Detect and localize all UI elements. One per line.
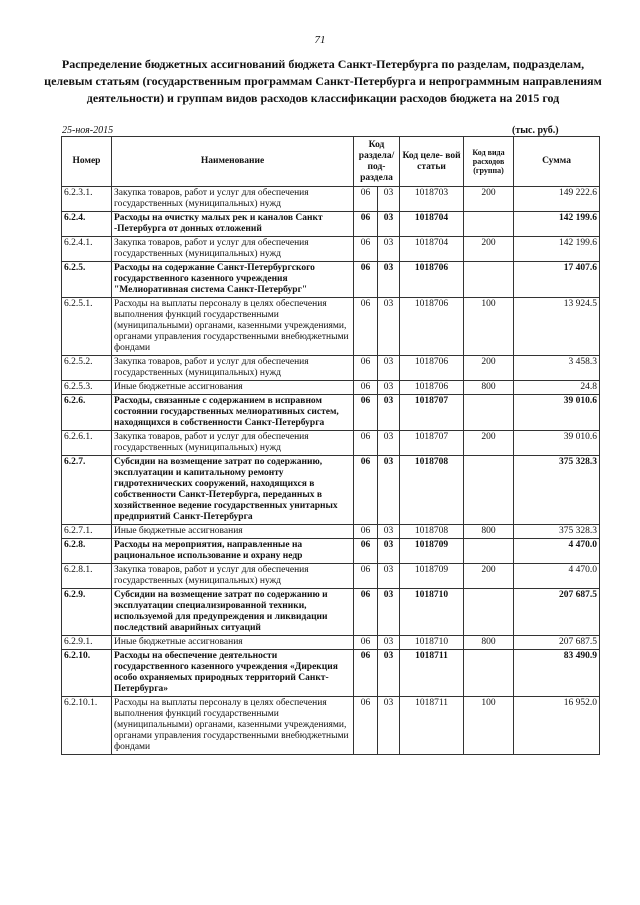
row-target-code: 1018706 — [400, 262, 464, 298]
row-target-code: 1018711 — [400, 650, 464, 697]
row-amount: 13 924.5 — [514, 298, 600, 356]
row-number: 6.2.8. — [62, 539, 112, 564]
row-number: 6.2.5.3. — [62, 381, 112, 395]
row-name: Иные бюджетные ассигнования — [112, 636, 354, 650]
row-target-code: 1018703 — [400, 187, 464, 212]
row-number: 6.2.6. — [62, 395, 112, 431]
row-subsection-code: 03 — [378, 539, 400, 564]
row-section-code: 06 — [354, 381, 378, 395]
table-row — [62, 187, 600, 212]
row-amount: 39 010.6 — [514, 395, 600, 431]
row-section-code: 06 — [354, 650, 378, 697]
row-number: 6.2.9. — [62, 589, 112, 636]
row-section-code: 06 — [354, 298, 378, 356]
row-group-code: 200 — [464, 187, 514, 212]
header-target: Код целе- вой статьи — [400, 137, 464, 187]
table-row — [62, 262, 600, 298]
table-row — [62, 697, 600, 755]
row-section-code: 06 — [354, 356, 378, 381]
row-group-code — [464, 539, 514, 564]
row-number: 6.2.8.1. — [62, 564, 112, 589]
row-amount: 142 199.6 — [514, 212, 600, 237]
row-subsection-code: 03 — [378, 212, 400, 237]
row-number: 6.2.7.1. — [62, 525, 112, 539]
row-number: 6.2.5.1. — [62, 298, 112, 356]
row-name: Субсидии на возмещение затрат по содержанию и эксплуатации специализированной техники, используемой для предупреждения и ликвидации последствий аварийных ситуаций — [112, 589, 354, 636]
table-row — [62, 298, 600, 356]
row-target-code: 1018704 — [400, 237, 464, 262]
row-group-code: 800 — [464, 381, 514, 395]
header-number: Номер — [62, 137, 112, 187]
row-subsection-code: 03 — [378, 697, 400, 755]
row-section-code: 06 — [354, 212, 378, 237]
table-row — [62, 456, 600, 525]
header-amount: Сумма — [514, 137, 600, 187]
table-row — [62, 636, 600, 650]
row-number: 6.2.5. — [62, 262, 112, 298]
row-number: 6.2.10.1. — [62, 697, 112, 755]
row-name: Расходы на обеспечение деятельности государственного казенного учреждения «Дирекция особо охраняемых природных территорий Санкт-Петербурга» — [112, 650, 354, 697]
row-target-code: 1018709 — [400, 564, 464, 589]
row-subsection-code: 03 — [378, 237, 400, 262]
row-name: Расходы на содержание Санкт-Петербургского государственного казенного учреждения "Мелиоративная система Санкт-Петербург" — [112, 262, 354, 298]
row-amount: 4 470.0 — [514, 539, 600, 564]
row-amount: 83 490.9 — [514, 650, 600, 697]
row-group-code: 200 — [464, 564, 514, 589]
table-row — [62, 381, 600, 395]
row-amount: 16 952.0 — [514, 697, 600, 755]
row-section-code: 06 — [354, 262, 378, 298]
row-group-code: 100 — [464, 697, 514, 755]
row-section-code: 06 — [354, 431, 378, 456]
row-group-code: 100 — [464, 298, 514, 356]
row-group-code — [464, 395, 514, 431]
row-group-code: 200 — [464, 431, 514, 456]
row-subsection-code: 03 — [378, 564, 400, 589]
row-group-code — [464, 262, 514, 298]
row-target-code: 1018708 — [400, 525, 464, 539]
page-number: 71 — [314, 34, 326, 46]
row-number: 6.2.4. — [62, 212, 112, 237]
row-amount: 3 458.3 — [514, 356, 600, 381]
row-number: 6.2.4.1. — [62, 237, 112, 262]
row-name: Иные бюджетные ассигнования — [112, 525, 354, 539]
row-amount: 207 687.5 — [514, 589, 600, 636]
table-row — [62, 395, 600, 431]
row-subsection-code: 03 — [378, 262, 400, 298]
row-name: Закупка товаров, работ и услуг для обеспечения государственных (муниципальных) нужд — [112, 237, 354, 262]
row-subsection-code: 03 — [378, 298, 400, 356]
row-subsection-code: 03 — [378, 381, 400, 395]
table-row — [62, 564, 600, 589]
row-subsection-code: 03 — [378, 395, 400, 431]
row-group-code — [464, 589, 514, 636]
row-target-code: 1018706 — [400, 381, 464, 395]
row-name: Субсидии на возмещение затрат по содержанию, эксплуатации и капитальному ремонту гидротехнических сооружений, находящихся в собственности Санкт-Петербурга, переданных в хозяйственное ведение государственных унитарных предприятий Санкт-Петербурга — [112, 456, 354, 525]
row-name: Расходы на выплаты персоналу в целях обеспечения выполнения функций государственными (муниципальными) органами, казенными учреждениями, органами управления государственными внебюджетными фондами — [112, 697, 354, 755]
row-section-code: 06 — [354, 539, 378, 564]
row-amount: 24.8 — [514, 381, 600, 395]
row-section-code: 06 — [354, 525, 378, 539]
row-group-code: 200 — [464, 356, 514, 381]
table-row — [62, 589, 600, 636]
row-target-code: 1018707 — [400, 431, 464, 456]
row-subsection-code: 03 — [378, 187, 400, 212]
row-target-code: 1018711 — [400, 697, 464, 755]
row-target-code: 1018707 — [400, 395, 464, 431]
row-amount: 207 687.5 — [514, 636, 600, 650]
budget-table — [61, 136, 600, 755]
table-row — [62, 539, 600, 564]
row-target-code: 1018708 — [400, 456, 464, 525]
row-target-code: 1018706 — [400, 356, 464, 381]
row-group-code: 800 — [464, 525, 514, 539]
row-section-code: 06 — [354, 697, 378, 755]
row-subsection-code: 03 — [378, 589, 400, 636]
table-row — [62, 431, 600, 456]
row-subsection-code: 03 — [378, 636, 400, 650]
table-row — [62, 650, 600, 697]
document-title: Распределение бюджетных ассигнований бюджета Санкт-Петербурга по разделам, подразделам, целевым статьям (государственным программам Санкт-Петербурга и непрограммным направлениям деятельности) и группам видов расходов классификации расходов бюджета на 2015 год — [44, 57, 602, 105]
row-amount: 17 407.6 — [514, 262, 600, 298]
row-group-code — [464, 212, 514, 237]
row-amount: 142 199.6 — [514, 237, 600, 262]
row-amount: 39 010.6 — [514, 431, 600, 456]
row-target-code: 1018704 — [400, 212, 464, 237]
units-label: (тыс. руб.) — [512, 125, 559, 136]
row-name: Расходы, связанные с содержанием в исправном состоянии государственных мелиоративных систем, находящихся в собственности Санкт-Петербурга — [112, 395, 354, 431]
row-subsection-code: 03 — [378, 431, 400, 456]
row-name: Закупка товаров, работ и услуг для обеспечения государственных (муниципальных) нужд — [112, 564, 354, 589]
header-name: Наименование — [112, 137, 354, 187]
document-date: 25-ноя-2015 — [62, 125, 114, 136]
row-name: Расходы на очистку малых рек и каналов Санкт -Петербурга от донных отложений — [112, 212, 354, 237]
table-row — [62, 237, 600, 262]
row-target-code: 1018709 — [400, 539, 464, 564]
header-group: Код вида расходов (группа) — [464, 137, 514, 187]
row-group-code — [464, 650, 514, 697]
table-row — [62, 356, 600, 381]
row-name: Закупка товаров, работ и услуг для обеспечения государственных (муниципальных) нужд — [112, 431, 354, 456]
header-section: Код раздела/ под- раздела — [354, 137, 400, 187]
row-group-code: 200 — [464, 237, 514, 262]
row-name: Закупка товаров, работ и услуг для обеспечения государственных (муниципальных) нужд — [112, 356, 354, 381]
row-section-code: 06 — [354, 187, 378, 212]
row-subsection-code: 03 — [378, 456, 400, 525]
row-name: Закупка товаров, работ и услуг для обеспечения государственных (муниципальных) нужд — [112, 187, 354, 212]
row-subsection-code: 03 — [378, 525, 400, 539]
row-group-code — [464, 456, 514, 525]
row-amount: 4 470.0 — [514, 564, 600, 589]
row-group-code: 800 — [464, 636, 514, 650]
row-number: 6.2.5.2. — [62, 356, 112, 381]
row-section-code: 06 — [354, 636, 378, 650]
row-section-code: 06 — [354, 237, 378, 262]
row-section-code: 06 — [354, 589, 378, 636]
row-name: Расходы на мероприятия, направленные на рациональное использование и охрану недр — [112, 539, 354, 564]
row-number: 6.2.3.1. — [62, 187, 112, 212]
row-number: 6.2.6.1. — [62, 431, 112, 456]
table-row — [62, 525, 600, 539]
row-amount: 149 222.6 — [514, 187, 600, 212]
row-name: Иные бюджетные ассигнования — [112, 381, 354, 395]
row-subsection-code: 03 — [378, 650, 400, 697]
row-section-code: 06 — [354, 456, 378, 525]
row-name: Расходы на выплаты персоналу в целях обеспечения выполнения функций государственными (муниципальными) органами, казенными учреждениями, органами управления государственными внебюджетными фондами — [112, 298, 354, 356]
row-target-code: 1018710 — [400, 589, 464, 636]
table-row — [62, 212, 600, 237]
row-section-code: 06 — [354, 564, 378, 589]
row-target-code: 1018706 — [400, 298, 464, 356]
row-amount: 375 328.3 — [514, 456, 600, 525]
row-subsection-code: 03 — [378, 356, 400, 381]
row-amount: 375 328.3 — [514, 525, 600, 539]
row-section-code: 06 — [354, 395, 378, 431]
row-number: 6.2.9.1. — [62, 636, 112, 650]
row-number: 6.2.7. — [62, 456, 112, 525]
row-target-code: 1018710 — [400, 636, 464, 650]
row-number: 6.2.10. — [62, 650, 112, 697]
